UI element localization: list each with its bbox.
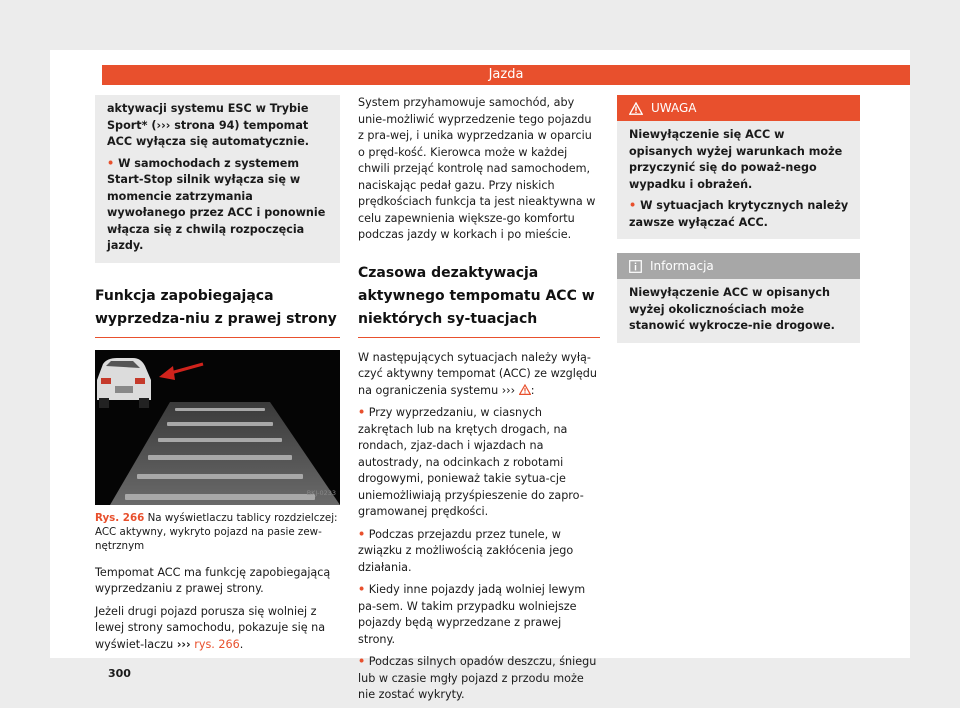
figure-link[interactable]: rys. 266 [194,637,240,651]
dashboard-illustration [95,350,340,505]
paragraph-with-warning-ref [358,350,600,400]
figure-number: Rys. 266 [95,511,145,524]
info-title [617,253,860,279]
info-box [617,253,860,343]
bullet-icon: • [358,583,366,596]
manual-page [50,50,910,701]
warning-title-text: UWAGA [651,101,697,115]
warning-paragraph: Niewyłączenie się ACC w opisanych wyżej warunkach może przyczynić się do poważ-nego wypadku i obrażeń. [629,128,843,191]
paragraph-end: : [530,383,535,397]
paragraph-end: . [239,637,244,651]
bullet-icon: • [629,199,637,212]
list-item-text: Podczas silnych opadów deszczu, śniegu lub w czasie mgły pojazd z przodu może nie zostać wykryty. [358,655,597,701]
reference-arrows: ››› [176,637,191,651]
warning-body [617,121,860,239]
section-heading-deactivation: Czasowa dezaktywacja aktywnego tempomatu ACC w niektórych sy-tuacjach [358,262,600,338]
list-item-text: Kiedy inne pojazdy jadą wolniej lewym pa-sem. W takim przypadku wolniejsze pojazdy będą wyprzedzane z prawej strony. [358,583,586,646]
chapter-header: Jazda [102,65,910,85]
list-item-text: Przy wyprzedzaniu, w ciasnych zakrętach lub na krętych drogach, na rondach, zjaz-dach i wjazdach na autostrady, na odcinkach z robotami drogowymi, ponieważ takie sytua-cje uniemożliwiają przyśpieszenie do zapro-gramowanej prędkości. [358,406,584,518]
bullet-icon: • [107,156,115,170]
figure-code: BKJ-0233 [306,489,336,497]
info-body [617,279,860,343]
note-paragraph: aktywacji systemu ESC w Trybie Sport* (››› strona 94) tempomat ACC wyłącza się automatycznie. [107,102,310,148]
info-paragraph: Niewyłączenie ACC w opisanych wyżej okolicznościach może stanowić wykrocze-nie drogowe. [629,286,835,332]
column-left [95,95,340,653]
note-bullet [107,156,332,255]
column-right [617,95,860,343]
section-heading-overtaking: Funkcja zapobiegająca wyprzedza-niu z prawej strony [95,285,340,338]
bullet-icon: • [358,655,366,668]
list-item [358,654,600,704]
bullet-icon: • [358,406,366,419]
warning-triangle-icon [629,102,643,115]
paragraph-text: W następujących sytuacjach należy wyłą-czyć aktywny tempomat (ACC) ze względu na ograniczenia systemu ››› [358,350,597,397]
paragraph-with-reference [95,604,340,654]
list-item-text: Podczas przejazdu przez tunele, w związku z możliwością zakłócenia jego działania. [358,527,574,574]
dashboard-figure [95,350,340,505]
page-number: 300 [108,667,131,680]
warning-bullet [629,198,850,231]
list-item [358,527,600,577]
warning-bullet-text: W sytuacjach krytycznych należy zawsze wyłączać ACC. [629,199,849,229]
figure-caption [95,511,340,553]
note-box [95,95,340,263]
note-bullet-text: W samochodach z systemem Start-Stop silnik wyłącza się w momencie zatrzymania wywołanego przez ACC i ponownie włącza się z chwilą rozpoczęcia jazdy. [107,156,326,252]
column-middle [358,95,600,704]
figure-caption-text: Na wyświetlaczu tablicy rozdzielczej: ACC aktywny, wykryto pojazd na pasie zew-nętrznym [95,511,338,552]
list-item [358,405,600,521]
warning-title [617,95,860,121]
warning-triangle-icon[interactable] [519,384,531,395]
paragraph-text: Jeżeli drugi pojazd porusza się wolniej z lewej strony samochodu, pokazuje się na wyświet-laczu [95,604,326,651]
paragraph: System przyhamowuje samochód, aby unie-możliwić wyprzedzenie tego pojazdu z pra-wej, i unika wyprzedzania w oparciu o pręd-kość. Kierowca może w każdej chwili przejąć kontrolę nad samochodem, naciskając pedał gazu. Przy niskich prędkościach funkcja ta jest nieaktywna w celu zapewnienia większe-go komfortu podczas jazdy w korkach i po mieście. [358,96,596,241]
list-item [358,582,600,648]
paragraph: Tempomat ACC ma funkcję zapobiegającą wyprzedzaniu z prawej strony. [95,565,331,595]
info-title-text: Informacja [650,259,714,273]
warning-box [617,95,860,239]
bullet-icon: • [358,527,366,541]
info-icon [629,260,642,273]
